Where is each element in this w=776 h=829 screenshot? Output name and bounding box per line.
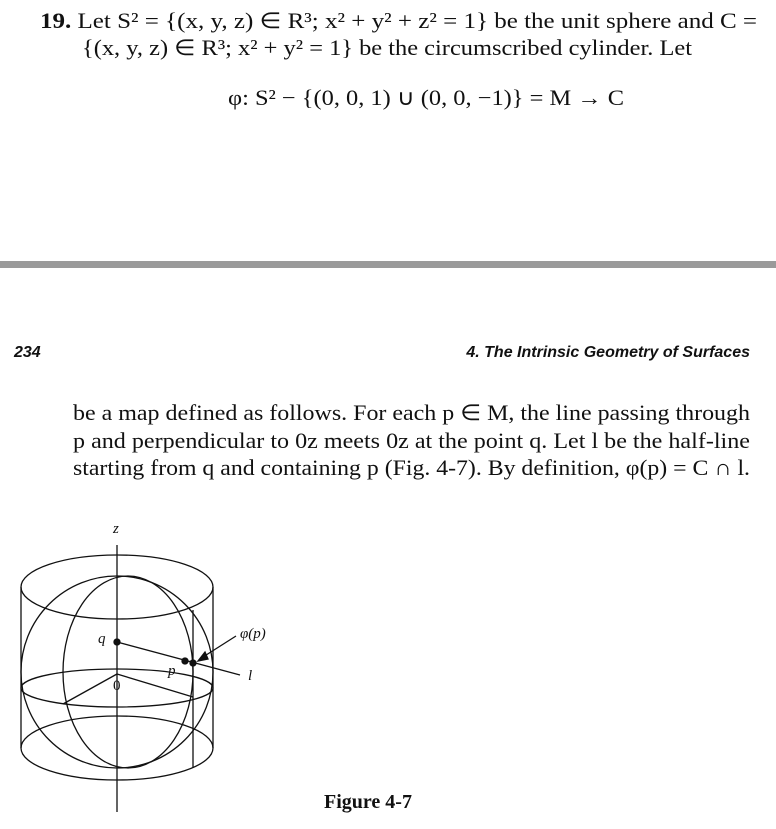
label-phi-p: φ(p) [240,626,266,642]
label-z: z [113,521,119,537]
page-number: 234 [14,344,41,361]
point-phi-p [190,660,196,666]
exercise-text-2: {(x, y, z) ∈ R³; x² + y² = 1} be the circumscribed cylinder. Let [82,35,692,60]
body-text-2: p and perpendicular to 0z meets 0z at the point q. Let l be the half-line [73,428,750,453]
arrowhead-icon [198,652,208,661]
radius-line-right [117,674,193,697]
chapter-title: 4. The Intrinsic Geometry of Surfaces [466,344,750,361]
half-line-l [117,642,240,675]
formula-text: φ: S² − {(0, 0, 1) ∪ (0, 0, −1)} = M → C [228,85,624,110]
radius-line-left [63,674,117,704]
body-text-3: starting from q and containing p (Fig. 4-7). By definition, φ(p) = C ∩ l. [73,455,750,480]
point-p [182,658,188,664]
figure-caption: Figure 4-7 [324,791,412,813]
exercise-text-1: Let S² = {(x, y, z) ∈ R³; x² + y² + z² = 1} be the unit sphere and C = [77,8,757,33]
point-q [114,639,120,645]
arrow-line [203,636,236,657]
label-q: q [98,631,106,647]
body-text-1: be a map defined as follows. For each p ∈ M, the line passing through [73,400,750,425]
label-l: l [248,668,253,684]
exercise-number: 19. [40,8,72,33]
label-origin: 0 [113,678,121,694]
label-p: p [168,663,176,679]
